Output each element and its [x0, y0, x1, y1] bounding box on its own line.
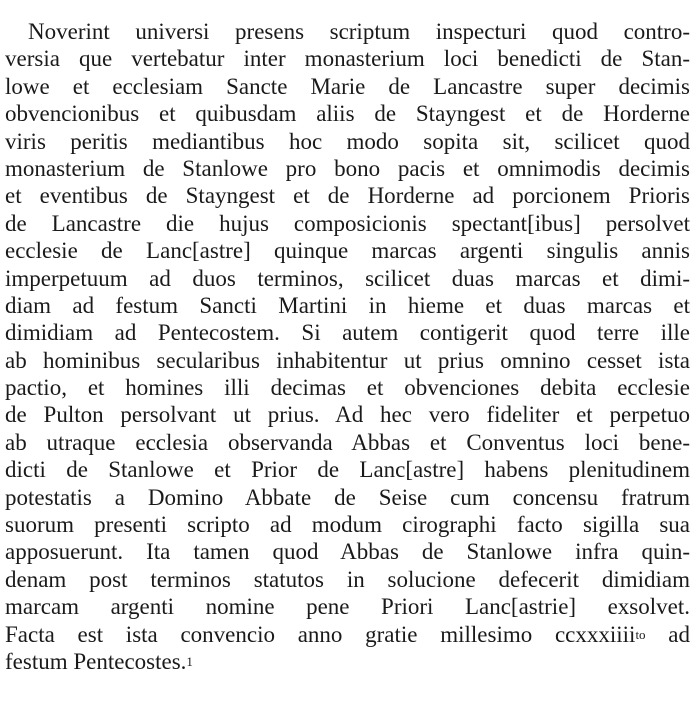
text-line: ab hominibus secularibus inhabitentur ut prius omnino cesset ista: [5, 347, 690, 373]
text-line: ab utraque ecclesia observanda Abbas et Conventus loci bene-: [5, 429, 690, 455]
text-line: obvencionibus et quibusdam aliis de Stayngest et de Horderne: [5, 101, 690, 127]
text-segment: ad: [645, 621, 690, 647]
text-line: viris peritis mediantibus hoc modo sopita sit, scilicet quod: [5, 128, 690, 154]
text-line: potestatis a Domino Abbate de Seise cum concensu fratrum: [5, 484, 690, 510]
text-line: [5, 648, 690, 675]
text-line: ecclesie de Lanc[astre] quinque marcas argenti singulis annis: [5, 238, 690, 264]
text-line: et eventibus de Stayngest et de Horderne ad porcionem Prioris: [5, 183, 690, 209]
text-line: suorum presenti scripto ad modum cirographi facto sigilla sua: [5, 512, 690, 538]
text-line: pactio, et homines illi decimas et obvenciones debita ecclesie: [5, 375, 690, 401]
text-line: diam ad festum Sancti Martini in hieme et duas marcas et: [5, 292, 690, 318]
document-page: [5, 18, 690, 675]
text-line: Noverint universi presens scriptum inspecturi quod contro-: [28, 19, 690, 44]
text-segment: festum Pentecostes.: [5, 648, 187, 674]
text-line: apposuerunt. Ita tamen quod Abbas de Stanlowe infra quin-: [5, 539, 690, 565]
text-line: monasterium de Stanlowe pro bono pacis et omnimodis decimis: [5, 155, 690, 181]
text-line: denam post terminos statutos in solucione defecerit dimidiam: [5, 566, 690, 592]
text-line: [5, 621, 690, 648]
text-line: de Lancastre die hujus composicionis spectant[ibus] persolvet: [5, 210, 690, 236]
superscript: to: [635, 626, 646, 642]
text-line: dimidiam ad Pentecostem. Si autem contigerit quod terre ille: [5, 320, 690, 346]
text-line: lowe et ecclesiam Sancte Marie de Lancastre super decimis: [5, 73, 690, 99]
text-line: marcam argenti nomine pene Priori Lanc[astrie] exsolvet.: [5, 594, 690, 620]
text-segment: Facta est ista convencio anno gratie millesimo ccxxxiiii: [5, 621, 636, 647]
footnote-marker: 1: [186, 653, 193, 669]
text-line: imperpetuum ad duos terminos, scilicet duas marcas et dimi-: [5, 265, 690, 291]
text-line: dicti de Stanlowe et Prior de Lanc[astre] habens plenitudinem: [5, 457, 690, 483]
text-line: versia que vertebatur inter monasterium loci benedicti de Stan-: [5, 46, 690, 72]
text-line: de Pulton persolvant ut prius. Ad hec vero fideliter et perpetuo: [5, 402, 690, 428]
